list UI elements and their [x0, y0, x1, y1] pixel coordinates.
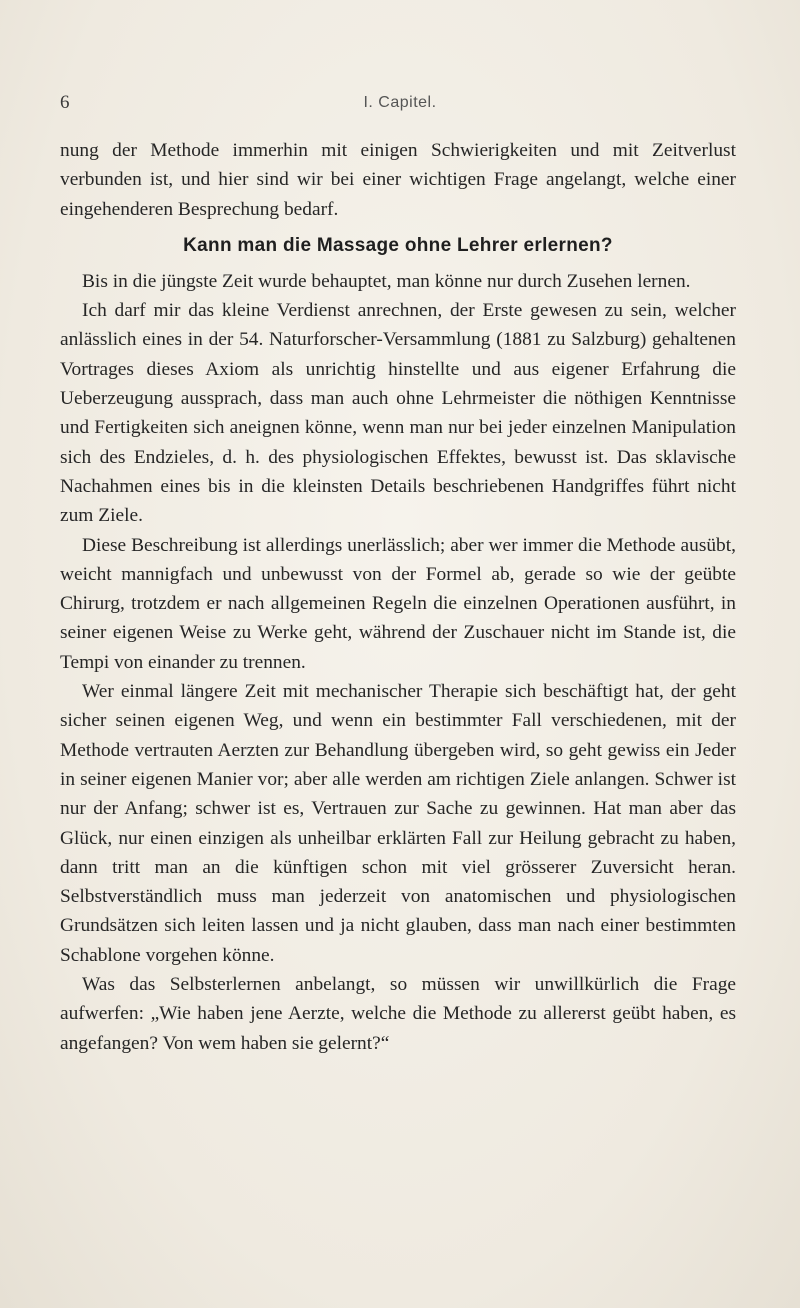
running-head: I. Capitel.: [363, 94, 437, 111]
section-heading: Kann man die Massage ohne Lehrer erlernen?: [183, 234, 613, 256]
body-text: [60, 136, 736, 1058]
page-number: 6: [60, 92, 71, 113]
paragraph-continuation: nung der Methode immerhin mit einigen Schwierigkeiten und mit Zeitverlust verbunden ist, und hier sind wir bei einer wichtigen Frage angelangt, welche einer eingehenderen Besprechung bedarf.: [60, 140, 736, 220]
paragraph: Was das Selbsterlernen anbelangt, so müssen wir unwillkürlich die Frage aufwerfen: „Wie haben jene Aerzte, welche die Methode zu allererst geübt haben, es angefangen? Von wem haben sie gelernt?“: [60, 974, 736, 1054]
paragraph: Diese Beschreibung ist allerdings unerlässlich; aber wer immer die Methode ausübt, weicht mannigfach und unbewusst von der Formel ab, gerade so wie der geübte Chirurg, trotzdem er nach allgemeinen Regeln die einzelnen Operationen ausführt, in seiner eigenen Weise zu Werke geht, während der Zuschauer nicht im Stande ist, die Tempi von einander zu trennen.: [60, 534, 736, 673]
page-header: [60, 92, 740, 122]
paragraph: Ich darf mir das kleine Verdienst anrechnen, der Erste gewesen zu sein, welcher anlässlich eines in der 54. Naturforscher-Versammlung (1881 zu Salzburg) gehaltenen Vortrages dieses Axiom als unrichtig hinstellte und aus eigener Erfahrung die Ueberzeugung aussprach, dass man auch ohne Lehrmeister die nöthigen Kenntnisse und Fertigkeiten sich aneignen könne, wenn man nur bei jeder einzelnen Manipulation sich des Endzieles, d. h. des physiologischen Effektes, bewusst ist. Das sklavische Nachahmen eines bis in die kleinsten Details beschriebenen Handgriffes führt nicht zum Ziele.: [60, 300, 736, 527]
paragraph: Wer einmal längere Zeit mit mechanischer Therapie sich beschäftigt hat, der geht sicher seinen eigenen Weg, und wenn ein bestimmter Fall verschiedenen, mit der Methode vertrauten Aerzten zur Behandlung übergeben wird, so geht gewiss ein Jeder in seiner eigenen Manier vor; aber alle werden am richtigen Ziele anlangen. Schwer ist nur der Anfang; schwer ist es, Vertrauen zur Sache zu gewinnen. Hat man aber das Glück, nur einen einzigen als unheilbar erklärten Fall zur Heilung gebracht zu haben, dann tritt man an die künftigen schon mit viel grösserer Zuversicht heran. Selbstverständlich muss man jederzeit von anatomischen und physiologischen Grundsätzen sich leiten lassen und ja nicht glauben, dass man nach einer bestimmten Schablone vorgehen könne.: [60, 681, 736, 966]
paragraph: Bis in die jüngste Zeit wurde behauptet, man könne nur durch Zusehen lernen.: [82, 270, 691, 292]
